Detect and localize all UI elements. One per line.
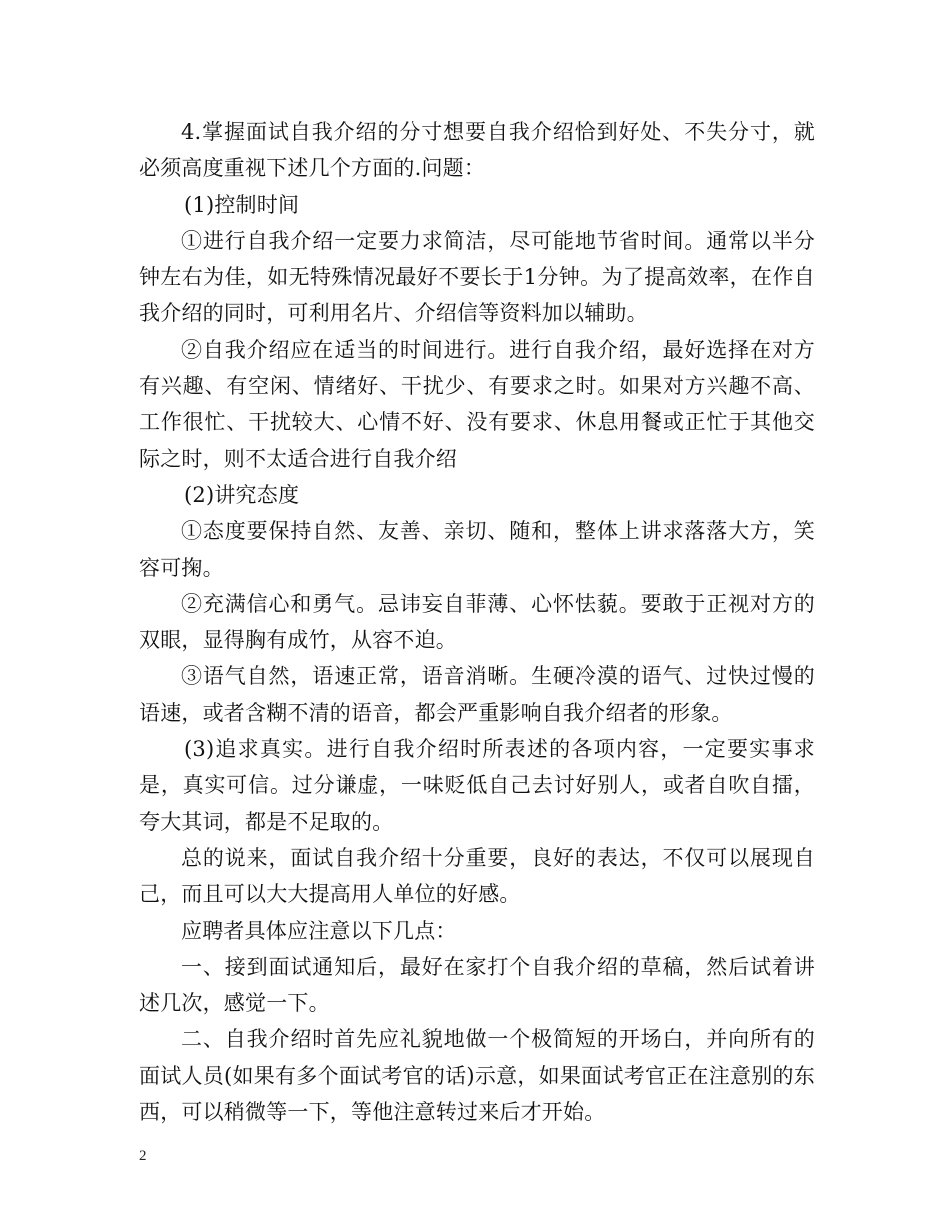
paragraph-attitude-point-1: ①态度要保持自然、友善、亲切、随和，整体上讲求落落大方，笑容可掬。: [139, 519, 815, 580]
page-number: 2: [139, 1148, 147, 1164]
paragraph-attitude-point-3: ③语气自然，语速正常，语音消晰。生硬冷漠的语气、过快过慢的语速，或者含糊不清的语音，都会严重影响自我介绍者的形象。: [139, 664, 815, 725]
paragraph-point-one: 一、接到面试通知后，最好在家打个自我介绍的草稿，然后试着讲述几次，感觉一下。: [139, 954, 815, 1016]
paragraph-point-two: 二、自我介绍时首先应礼貌地做一个极简短的开场白，并向所有的面试人员(如果有多个面试考官的话)示意，如果面试考官正在注意别的东西，可以稍微等一下，等他注意转过来后才开始。: [139, 1027, 815, 1125]
paragraph-section-4-intro: 4.掌握面试自我介绍的分寸想要自我介绍恰到好处、不失分寸，就必须高度重视下述几个方面的.问题：: [139, 120, 815, 181]
paragraph-time-point-1: ①进行自我介绍一定要力求简洁，尽可能地节省时间。通常以半分钟左右为佳，如无特殊情况最好不要长于1分钟。为了提高效率，在作自我介绍的同时，可利用名片、介绍信等资料加以辅助。: [139, 228, 815, 326]
paragraph-summary: 总的说来，面试自我介绍十分重要，良好的表达，不仅可以展现自己，而且可以大大提高用人单位的好感。: [139, 845, 815, 907]
paragraph-points-intro: 应聘者具体应注意以下几点：: [181, 918, 457, 943]
document-body: [139, 114, 815, 1130]
heading-attitude: (2)讲究态度: [184, 482, 300, 507]
paragraph-time-point-2: ②自我介绍应在适当的时间进行。进行自我介绍，最好选择在对方有兴趣、有空闲、情绪好、干扰少、有要求之时。如果对方兴趣不高、工作很忙、干扰较大、心情不好、没有要求、休息用餐或正忙于其他交际之时，则不太适合进行自我介绍: [139, 337, 815, 471]
heading-control-time: (1)控制时间: [184, 192, 300, 217]
paragraph-truthfulness: (3)追求真实。进行自我介绍时所表述的各项内容，一定要实事求是，真实可信。过分谦虚，一味贬低自己去讨好别人，或者自吹自擂，夸大其词，都是不足取的。: [139, 737, 815, 834]
paragraph-attitude-point-2: ②充满信心和勇气。忌讳妄自菲薄、心怀怯藐。要敢于正视对方的双眼，显得胸有成竹，从容不迫。: [139, 591, 815, 653]
